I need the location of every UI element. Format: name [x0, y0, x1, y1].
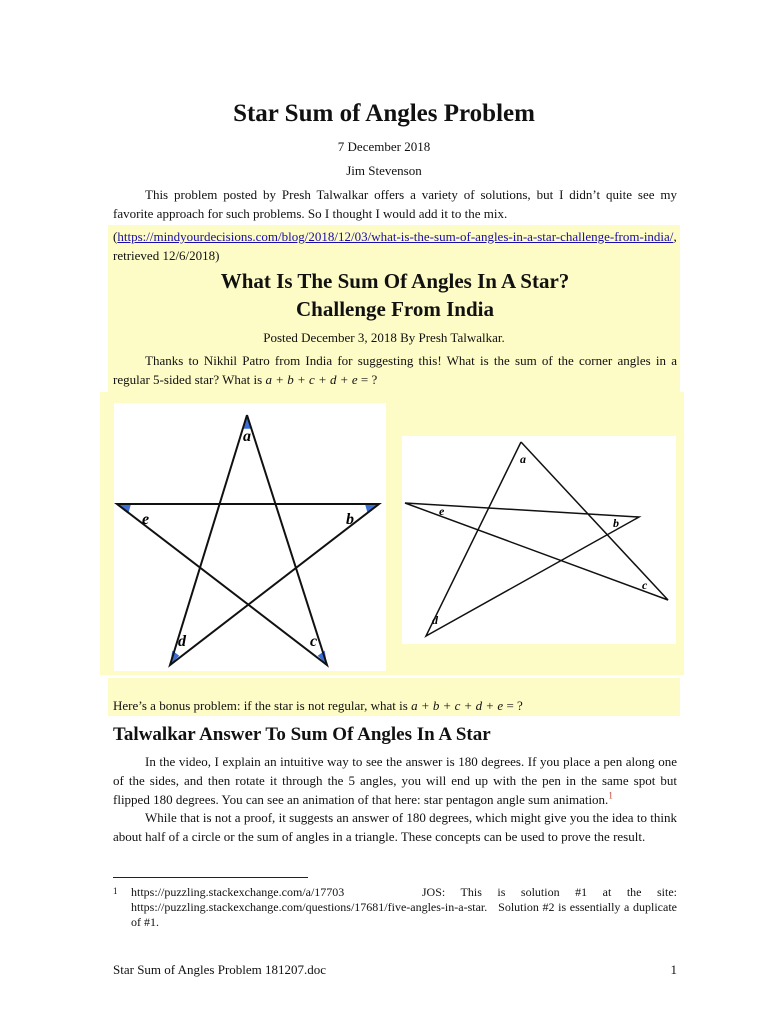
irregular-label-a: a [520, 452, 526, 466]
quote-para-text: Thanks to Nikhil Patro from India for suggesting this! What is the sum of the corner angles in a regular 5-sided star? What is [113, 353, 677, 387]
answer-para1-text: In the video, I explain an intuitive way to see the answer is 180 degrees. If you place a pen along one of the sides, and then rotate it through the 5 angles, you will end up with the pen in the same spot but flipped 180 degrees. You can see an animation of that here: star pentagon angle sum animation. [113, 754, 677, 807]
footnote-reference[interactable]: 1 [608, 790, 613, 801]
quote-title-line2: Challenge From India [296, 297, 494, 321]
quote-title-line1: What Is The Sum Of Angles In A Star? [220, 269, 570, 293]
bonus-equation: a + b + c + d + e [411, 698, 504, 713]
quote-equation: a + b + c + d + e [265, 372, 358, 387]
irregular-label-c: c [642, 578, 648, 592]
irregular-label-b: b [613, 516, 619, 530]
document-author: Jim Stevenson [346, 163, 422, 178]
footer-filename: Star Sum of Angles Problem 181207.doc [113, 962, 327, 977]
quote-title [113, 267, 677, 323]
document-title: Star Sum of Angles Problem [233, 100, 535, 127]
bonus-text: Here’s a bonus problem: if the star is not regular, what is [113, 698, 412, 713]
regular-star-outline [117, 415, 379, 665]
document-date: 7 December 2018 [337, 139, 431, 154]
footnote-marker: 1 [113, 886, 118, 896]
source-link[interactable]: https://mindyourdecisions.com/blog/2018/12/03/what-is-the-sum-of-angles-in-a-star-challenge-from-india/ [117, 229, 674, 244]
regular-label-e: e [142, 511, 150, 528]
irregular-star-figure [402, 436, 676, 644]
irregular-label-d: d [432, 613, 438, 627]
irregular-star-outline [405, 442, 668, 636]
footer-page-number: 1 [670, 962, 677, 977]
source-open: ( [113, 229, 118, 244]
answer-paragraph-1 [113, 752, 677, 809]
irregular-label-e: e [439, 504, 445, 518]
source-suffix: , retrieved 12/6/2018) [113, 229, 677, 263]
regular-label-c: c [310, 633, 318, 650]
regular-star-svg [114, 403, 386, 671]
regular-label-d: d [178, 633, 186, 650]
source-citation [113, 227, 677, 265]
irregular-star-svg [402, 436, 676, 644]
bonus-suffix: = ? [503, 698, 523, 713]
regular-label-a: a [243, 428, 251, 445]
quote-posted: Posted December 3, 2018 By Presh Talwalkar. [263, 330, 505, 345]
answer-heading: Talwalkar Answer To Sum Of Angles In A Star [113, 724, 491, 745]
intro-paragraph: This problem posted by Presh Talwalkar offers a variety of solutions, but I didn’t quite see my favorite approach for such problems. So I thought I would add it to the mix. [113, 187, 677, 221]
footnote-text: https://puzzling.stackexchange.com/a/17703 JOS: This is solution #1 at the site: https://puzzling.stackexchange.com/questions/17681/five-angles-in-a-star. Solution #2 is essentially a duplicate of #1. [131, 885, 680, 929]
answer-paragraph-2: While that is not a proof, it suggests an answer of 180 degrees, which might give you the idea to think about half of a circle or the sum of angles in a triangle. These concepts can be used to prove the result. [113, 810, 677, 844]
regular-label-b: b [346, 511, 354, 528]
regular-star-figure [114, 403, 386, 671]
footnote-divider [113, 877, 308, 878]
quote-paragraph [113, 351, 677, 389]
quote-equation-suffix: = ? [357, 372, 378, 387]
bonus-problem [113, 696, 677, 715]
